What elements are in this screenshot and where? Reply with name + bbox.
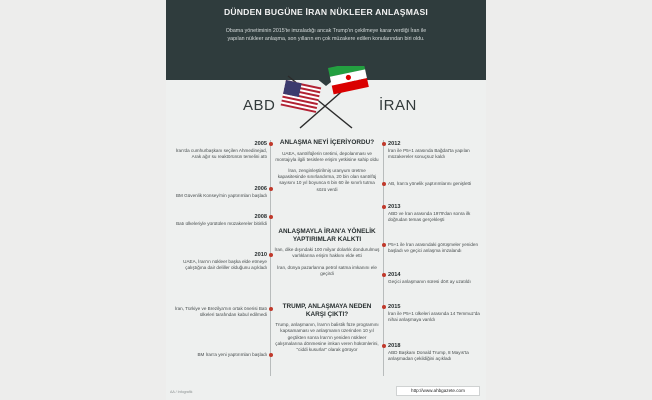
trump-objection-section bbox=[274, 303, 380, 353]
left-event: BM İran'a yeni yaptırımları başladı bbox=[197, 352, 267, 357]
left-event: 2005 İran'da cumhurbaşkanı seçilen Ahmedinejad, Arak ağır su reaktörünün temelini attı bbox=[175, 141, 267, 160]
section-paragraph: İran, zenginleştirilmiş uranyum üretme kapasitesinde sınırlandırma, 20 bin olan santrifüj sayısını 10 yıl boyunca 6 bin 60 ile sınırlı tutma sözü verdi bbox=[277, 168, 377, 192]
section-paragraph: Trump, anlaşmanın, İran'ın balistik füze programını kapsamaması ve anlaşmanın üzerinden 10 yıl geçtikten sonra İran'ın yeniden nükleer çalışmalarına dönmesine imkan veren hükümlerini, "ciddi kusurlar" olarak görüyor bbox=[275, 322, 379, 352]
sanctions-section bbox=[274, 228, 380, 277]
left-event: 2006 BM Güvenlik Konseyi'nin yaptırımları başladı bbox=[175, 186, 267, 198]
infographic-poster bbox=[166, 0, 486, 400]
watermark-url[interactable]: http://www.ahbgazete.com bbox=[396, 386, 480, 396]
timeline-dot bbox=[382, 273, 386, 277]
label-usa: ABD bbox=[243, 97, 276, 114]
timeline-dot bbox=[382, 344, 386, 348]
label-iran: İRAN bbox=[379, 97, 417, 114]
section-paragraph: İran, dike dışındaki 100 milyar dolarlık dondurulmuş varlıklarına erişim hakkını elde etti bbox=[274, 247, 380, 259]
section-heading: ANLAŞMA NEYİ İÇERİYORDU? bbox=[279, 139, 375, 146]
section-heading: TRUMP, ANLAŞMAYA NEDEN KARŞI ÇIKTI? bbox=[282, 303, 372, 318]
timeline-dot bbox=[382, 205, 386, 209]
crossed-flags-illustration bbox=[278, 66, 374, 132]
right-event: 2012 İran ile P5+1 arasında Bağdat'ta yapılan müzakereler sonuçsuz kaldı bbox=[388, 141, 470, 160]
right-event: AB, İran'a yönelik yaptırımlarını genişletti bbox=[388, 181, 472, 186]
timeline-dot bbox=[269, 353, 273, 357]
timeline-dot bbox=[382, 243, 386, 247]
right-event: 2013 ABD ve İran arasında 1979'dan sonra ilk doğrudan temas gerçekleşti bbox=[388, 204, 471, 223]
timeline-dot bbox=[269, 253, 273, 257]
left-event: 2008 Batı ülkeleriyle yürütülen müzakereler bitirildi bbox=[176, 214, 267, 226]
timeline-dot bbox=[269, 215, 273, 219]
us-flag-icon bbox=[281, 80, 322, 113]
intro-text: Obama yönetiminin 2015'te imzaladığı ancak Trump'ın çekilmeye karar verdiği İran ile yapılan nükleer anlaşma, son yılların en çok müzakere edilen konularından biri oldu. bbox=[225, 28, 427, 42]
timeline-dot bbox=[269, 187, 273, 191]
iran-flag-icon bbox=[328, 66, 369, 94]
right-event: 2014 Geçici anlaşmanın süresi dört ay uzatıldı bbox=[388, 272, 471, 284]
left-timeline-line bbox=[270, 140, 271, 376]
left-event: İran, Türkiye ve Brezilya'nın ortak önerisi Batı ülkeleri tarafından kabul edilmedi bbox=[174, 306, 267, 318]
timeline-dot bbox=[269, 307, 273, 311]
right-timeline-line bbox=[383, 140, 384, 376]
timeline-dot bbox=[382, 305, 386, 309]
section-paragraph: İran, dünya pazarlarına petrol satma imkanını ele geçirdi bbox=[277, 264, 377, 276]
section-heading: ANLAŞMAYLA İRAN'A YÖNELİK YAPTIRIMLAR KALKTI bbox=[278, 228, 376, 243]
right-event: 2015 İran ile P5+1 ülkeleri arasında 14 Temmuz'da nihai anlaşmaya varıldı bbox=[388, 304, 480, 323]
right-event: P5+1 ile İran arasındaki görüşmeler yeniden başladı ve geçici anlaşma imzalandı bbox=[388, 242, 479, 254]
left-event: 2010 UAEA, İran'ın nükleer başka elde etmeye çalıştığına dair deliller olduğunu açıkladı bbox=[183, 252, 267, 271]
section-paragraph: UAEA, santrifüjlerin üretimi, depolanması ve montajıyla ilgili tesislere erişim yetkisine sahip oldu bbox=[275, 150, 379, 162]
page-title: DÜNDEN BUGÜNE İRAN NÜKLEER ANLAŞMASI bbox=[223, 7, 429, 17]
timeline-dot bbox=[382, 182, 386, 186]
credit-text: AA / Infografik bbox=[170, 390, 193, 394]
right-event: 2018 ABD Başkanı Donald Trump, 8 Mayıs'ta anlaşmadan çekildiğini açıkladı bbox=[388, 343, 469, 362]
timeline-dot bbox=[382, 142, 386, 146]
timeline-dot bbox=[269, 142, 273, 146]
agreement-section bbox=[274, 139, 380, 193]
